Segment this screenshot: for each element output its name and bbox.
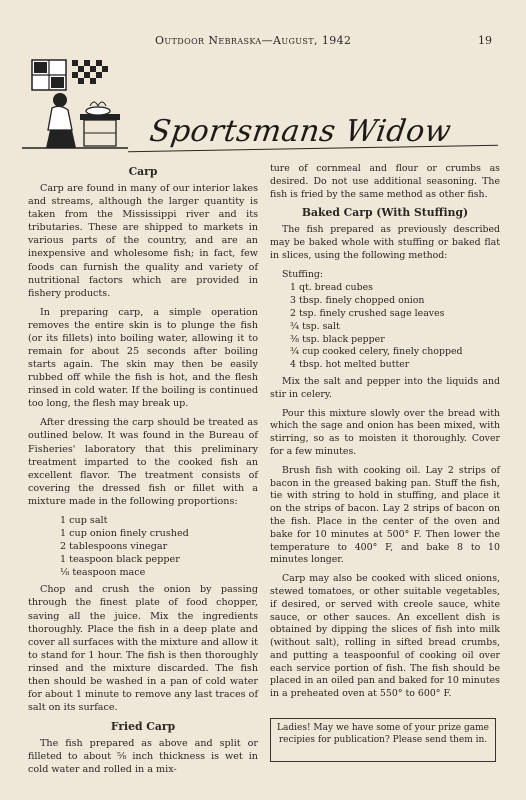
list-item: ⅛ teaspoon mace	[60, 567, 146, 579]
heading-carp: Carp	[128, 165, 158, 178]
ingredient-list	[28, 514, 258, 579]
recipe-request-box: Ladies! May we have some of your prize game recipies for publication? Please send them in.	[270, 718, 496, 762]
list-item: 2 tsp. finely crushed sage leaves	[290, 307, 445, 319]
paragraph: Mix the salt and pepper into the liquids and stir in celery.	[270, 375, 500, 400]
heading-fried-carp: Fried Carp	[110, 720, 176, 734]
kitchen-illustration	[22, 56, 130, 152]
list-item: ¾ tsp. salt	[290, 320, 340, 332]
paragraph: The fish prepared as previously described may be baked whole with stuffing or baked flat in slices, using the following method:	[270, 224, 500, 261]
list-item: 2 tablespoons vinegar	[60, 541, 168, 553]
paragraph: Carp are found in many of our interior lakes and streams, although the larger quantity is taken from the Mississippi river and its tributaries. These are shipped to markets in various parts of the country, and are an inexpensive and wholesome fish; in fact, few foods can furnish the quality and variety of nutritional factors which are provided in fishery products.	[28, 183, 258, 299]
stuffing-label: Stuffing:	[282, 268, 324, 280]
heading-baked-carp: Baked Carp (With Stuffing)	[301, 206, 469, 220]
list-item: ¾ cup cooked celery, finely chopped	[290, 346, 463, 358]
paragraph: ture of cornmeal and flour or crumbs as desired. Do not use additional seasoning. The fish is fried by the same method as other fish.	[270, 163, 500, 200]
paragraph: Carp may also be cooked with sliced onions, stewed tomatoes, or other suitable vegetables, if desired, or served with creole sauce, white sauce, or other sauces. An excellent dish is obtained by dipping the slices of fish into milk (without salt), rolling in sifted bread crumbs, and putting a teaspoonful of cooking oil over each service portion of fish. The fish should be placed in an oiled pan and baked for 10 minutes in a preheated oven at 550° to 600° F.	[270, 573, 500, 700]
list-item: 1 qt. bread cubes	[290, 282, 373, 294]
running-title: Outdoor Nebraska—August, 1942	[155, 34, 352, 47]
left-column	[28, 163, 258, 782]
paragraph: After dressing the carp should be treated as outlined below. It was found in the Bureau of Fisheries' laboratory that this preliminary treatment imparted to the cooked fish an excellent flavor. The treatment consists of covering the dressed fish or fillet with a mixture made in the following proportions:	[28, 417, 258, 507]
paragraph: Pour this mixture slowly over the bread with which the sage and onion has been mixed, with stirring, so as to moisten it thoroughly. Cover for a few minutes.	[270, 407, 500, 457]
paragraph: Chop and crush the onion by passing through the finest plate of food chopper, saving all the juice. Mix the ingredients thoroughly. Place the fish in a deep plate and cover all surfaces with the mixture and allow it to stand for 1 hour. The fish is then thoroughly rinsed and the mixture discarded. The fish then should be washed in a pan of cold water for about 1 minute to remove any last traces of salt on its surface.	[28, 584, 258, 714]
list-item: 3 tbsp. finely chopped onion	[290, 295, 425, 307]
paragraph: Brush fish with cooking oil. Lay 2 strips of bacon in the greased baking pan. Stuff the fish, tie with string to hold in stuffing, and place it on the strips of bacon. Lay 2 strips of bacon on the fish. Place in the center of the oven and bake for 10 minutes at 500° F. Then lower the temperature to 400° F, and bake 8 to 10 minutes longer.	[270, 464, 500, 566]
list-item: 4 tbsp. hot melted butter	[290, 359, 410, 371]
page-header	[0, 34, 526, 48]
right-column	[270, 163, 500, 707]
list-item: 1 teaspoon black pepper	[60, 554, 180, 566]
page-number: 19	[478, 34, 492, 47]
list-item: 1 cup onion finely crushed	[60, 528, 189, 540]
title-banner	[22, 56, 512, 152]
banner-title: Sportsmans Widow	[147, 114, 454, 149]
paragraph: In preparing carp, a simple operation removes the entire skin is to plunge the fish (or its fillets) into boiling water, allowing it to remain for about 25 seconds after boiling starts again. The skin may then be easily rubbed off while the fish is hot, and the flesh rinsed in cold water. If the boiling is continued too long, the flesh may break up.	[28, 306, 258, 410]
list-item: 1 cup salt	[60, 514, 108, 526]
list-item: ⅜ tsp. black pepper	[290, 333, 385, 345]
stuffing-list	[270, 282, 500, 372]
paragraph: The fish prepared as above and split or filleted to about ⅝ inch thickness is wet in cold water and rolled in a mix-	[28, 738, 258, 776]
